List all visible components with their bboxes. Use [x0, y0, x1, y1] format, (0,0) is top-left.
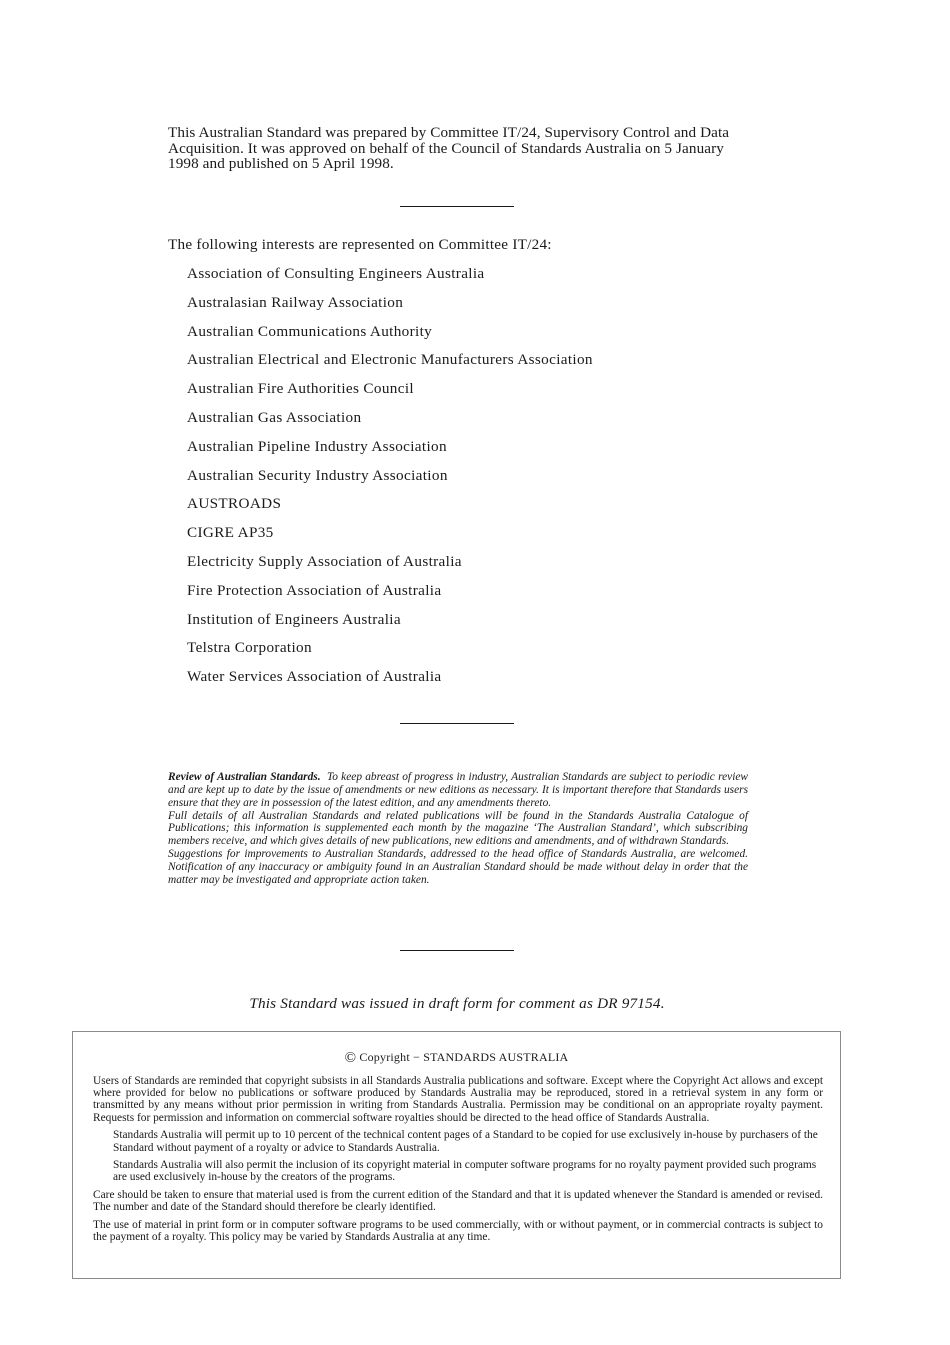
list-item: Electricity Supply Association of Australia [187, 552, 462, 570]
list-item: Fire Protection Association of Australia [187, 581, 442, 599]
preparation-statement: This Australian Standard was prepared by Committee IT/24, Supervisory Control and Data Acquisition. It was approved on behalf of the Council of Standards Australia on 5 January 1998 and published on 5 April 1998. [168, 124, 730, 172]
copyright-title-text: Copyright − STANDARDS AUSTRALIA [359, 1050, 569, 1064]
committee-member-list [187, 265, 593, 697]
copyright-paragraph: Users of Standards are reminded that copyright subsists in all Standards Australia publications and software. Except where the Copyright Act allows and except where provided for below no publications or software produced by Standards Australia may be reproduced, stored in a retrieval system in any form or transmitted by any means without prior permission in writing from Standards Australia. Permission may be conditional on an appropriate royalty payment. Requests for permission and information on commercial software royalties should be directed to the head office of Standards Australia. [93, 1075, 823, 1124]
review-paragraph-2: Full details of all Australian Standards and related publications will be found in the Standards Australia Catalogue of Publications; this information is supplemented each month by the magazine ‘The Australian Standard’, which subscribing members receive, and which gives details of new publications, new editions and amendments, and of withdrawn Standards. [168, 809, 748, 848]
copyright-symbol-icon: © [344, 1050, 357, 1066]
review-paragraph-3: Suggestions for improvements to Australian Standards, addressed to the head office of Standards Australia, are welcomed. Notification of any inaccuracy or ambiguity found in an Australian Standard should be made without delay in order that the matter may be investigated and appropriate action taken. [168, 848, 748, 886]
copyright-paragraph: Standards Australia will permit up to 10 percent of the technical content pages of a Standard to be copied for use exclusively in-house by purchasers of the Standard without payment of a royalty or advice to Standards Australia. [113, 1129, 818, 1154]
list-item: Institution of Engineers Australia [187, 610, 401, 628]
copyright-paragraph: Care should be taken to ensure that material used is from the current edition of the Standard and that it is updated whenever the Standard is amended or revised. The number and date of the Standard should therefore be clearly identified. [93, 1189, 823, 1214]
copyright-title [73, 1050, 840, 1067]
list-item: Australian Fire Authorities Council [187, 380, 414, 398]
list-item: Water Services Association of Australia [187, 668, 442, 686]
copyright-body [93, 1075, 823, 1249]
section-divider [400, 206, 514, 207]
review-text: To keep abreast of progress in industry, Australian Standards are subject to periodic review and are kept up to date by the issue of amendments or new editions as necessary. It is important therefore that Standards users ensure that they are in possession of the latest edition, and any amendments thereto. [168, 771, 749, 809]
copyright-paragraph: Standards Australia will also permit the inclusion of its copyright material in computer software programs for no royalty payment provided such programs are used exclusively in-house by the creators of the programs. [113, 1159, 817, 1184]
list-item: Australian Gas Association [187, 408, 362, 426]
list-item: AUSTROADS [187, 495, 282, 513]
list-item: Association of Consulting Engineers Australia [187, 265, 485, 282]
review-paragraph-1 [168, 771, 748, 810]
list-item: Australian Electrical and Electronic Manufacturers Association [187, 351, 593, 369]
copyright-box [72, 1031, 841, 1279]
review-title: Review of Australian Standards. [168, 771, 321, 783]
list-item: Australasian Railway Association [187, 293, 404, 311]
list-item: Australian Pipeline Industry Association [187, 437, 447, 455]
section-divider [400, 950, 514, 951]
list-item: Telstra Corporation [187, 639, 312, 657]
list-item: CIGRE AP35 [187, 524, 274, 542]
review-notice [168, 771, 748, 887]
list-item: Australian Security Industry Association [187, 466, 448, 484]
list-item: Australian Communications Authority [187, 322, 433, 340]
copyright-paragraph: The use of material in print form or in computer software programs to be used commercially, with or without payment, or in commercial contracts is subject to the payment of a royalty. This policy may be varied by Standards Australia at any time. [93, 1219, 823, 1244]
interests-heading: The following interests are represented on Committee IT/24: [168, 236, 552, 253]
draft-note: This Standard was issued in draft form for comment as DR 97154. [249, 995, 665, 1012]
section-divider [400, 723, 514, 724]
